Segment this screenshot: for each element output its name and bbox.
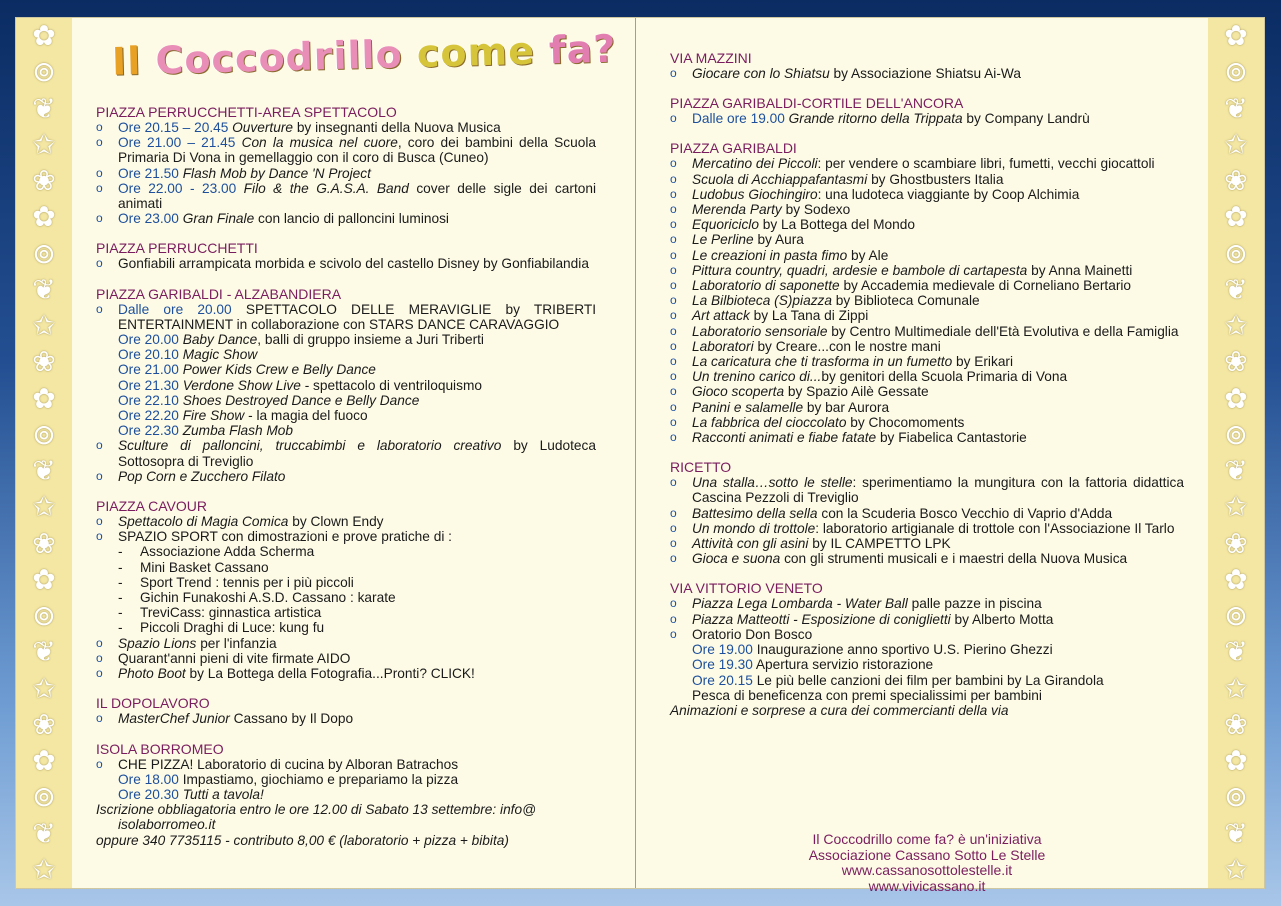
ornament-icon: ❦ <box>1224 817 1248 849</box>
ornament-icon: ✿ <box>32 563 56 595</box>
event-detail: con la Scuderia Bosco Vecchio di Vaprio d'Adda <box>817 505 1113 521</box>
event-detail: by La Bottega della Fotografia...Pronti? CLICK! <box>185 666 475 682</box>
time-label: Ore 19.00 <box>692 642 757 658</box>
time-label: Ore 21.00 <box>118 362 183 378</box>
ornament-icon: ✿ <box>32 745 56 777</box>
ornament-icon: ❦ <box>1224 455 1248 487</box>
time-label: Ore 20.10 <box>118 347 183 363</box>
event-title: Spazio Lions <box>118 635 197 651</box>
list-item: o Mercatino dei Piccoli: per vendere o scambiare libri, fumetti, vecchi giocattoli <box>670 156 1155 172</box>
ornament-icon: ❀ <box>1224 527 1248 559</box>
event-title: Filo & the G.A.S.A. Band <box>243 180 409 196</box>
time-label: Ore 23.00 <box>118 211 183 227</box>
list-item: o Ore 20.15 – 20.45 Ouverture by insegnanti della Nuova Musica <box>96 120 501 135</box>
list-item: o Dalle ore 20.00 SPETTACOLO DELLE MERAVIGLIE by TRIBERTI ENTERTAINMENT in collaborazione con STARS DANCE CARAVAGGIO <box>96 301 597 332</box>
ornament-icon: ✩ <box>32 491 56 523</box>
list-item: o La Bilbioteca (S)piazza by Biblioteca Comunale <box>670 293 980 309</box>
ornament-icon: ❀ <box>1224 708 1248 740</box>
list-item: o Ludobus Giochingiro: una ludoteca viaggiante by Coop Alchimia <box>670 186 1080 202</box>
ornament-icon: ✩ <box>32 128 56 160</box>
event-title: Laboratori <box>692 338 754 354</box>
event-title: Baby Dance <box>182 332 258 348</box>
event-detail: by Alberto Motta <box>950 611 1054 627</box>
section-heading: PIAZZA GARIBALDI <box>670 140 797 157</box>
note-line: Animazioni e sorprese a cura dei commercianti della via <box>670 702 1009 718</box>
event-detail: by Erikari <box>952 354 1014 370</box>
event-detail: by La Tana di Zippi <box>749 308 869 324</box>
sport-item: - TreviCass: ginnastica artistica <box>118 605 322 621</box>
flyer-sheet <box>16 18 1264 894</box>
event-title: Sculture di palloncini, truccabimbi e laboratorio creativo <box>118 438 502 454</box>
credits-block <box>670 832 1184 894</box>
list-item: o Le creazioni in pasta fimo by Ale <box>670 247 889 263</box>
ornament-icon: ❀ <box>1224 165 1248 197</box>
ornament-icon: ✩ <box>32 672 56 704</box>
event-title: Flash Mob by Dance 'N Project <box>182 165 371 181</box>
ornament-icon: ✿ <box>1224 563 1248 595</box>
credits-link[interactable]: www.vivicassano.it <box>868 877 986 894</box>
ornament-icon: ✩ <box>1224 128 1248 160</box>
event-title: La caricatura che ti trasforma in un fumetto <box>692 354 953 370</box>
list-item: o Piazza Lega Lombarda - Water Ball palle pazze in piscina <box>670 596 1042 612</box>
time-label: Ore 22.00 - 23.00 <box>118 180 244 196</box>
list-item: o Spazio Lions per l'infanzia <box>96 635 277 651</box>
ornament-icon: ✩ <box>32 310 56 342</box>
list-item: o Ore 22.00 - 23.00 Filo & the G.A.S.A. Band cover delle sigle dei cartoni animati <box>96 180 597 212</box>
ornament-icon: ✿ <box>32 382 56 414</box>
section-heading: VIA VITTORIO VENETO <box>670 580 823 597</box>
section-heading: PIAZZA CAVOUR <box>96 498 207 515</box>
ornament-icon: ⊚ <box>1224 781 1248 813</box>
list-item: o Oratorio Don Bosco <box>670 626 813 642</box>
left-column <box>96 104 596 848</box>
ornament-icon: ✩ <box>1224 310 1248 342</box>
event-title: Battesimo della sella <box>692 505 818 521</box>
sub-item <box>96 393 596 408</box>
list-item: o Laboratori by Creare...con le nostre mani <box>670 338 941 354</box>
event-title: Equoriciclo <box>692 217 759 233</box>
title-word: fa? <box>548 26 617 73</box>
sub-item <box>96 378 596 393</box>
event-detail: by Ghostbusters Italia <box>867 171 1004 187</box>
list-item: o Pop Corn e Zucchero Filato <box>96 468 286 484</box>
credits-line: Il Coccodrillo come fa? è un'iniziativa <box>812 831 1042 847</box>
decorative-border-left <box>16 18 72 888</box>
list-item: o Equoriciclo by La Bottega del Mondo <box>670 217 915 233</box>
ornament-icon: ✩ <box>32 853 56 885</box>
event-title: Fire Show <box>182 408 245 424</box>
time-label: Ore 21.50 <box>118 165 183 181</box>
sport-item: - Gichin Funakoshi A.S.D. Cassano : karate <box>118 590 396 606</box>
event-detail: by La Bottega del Mondo <box>758 217 915 233</box>
time-label: Ore 22.30 <box>118 423 183 439</box>
list-item: o La fabbrica del cioccolato by Chocomoments <box>670 414 965 430</box>
section-ricetto <box>670 459 1184 566</box>
event-detail: : laboratorio artigianale di trottole con l'Associazione Il Tarlo <box>815 520 1175 536</box>
time-label: Ore 22.20 <box>118 408 183 424</box>
event-title: Photo Boot <box>118 666 186 682</box>
event-detail: by Spazio Ailè Gessate <box>784 384 929 400</box>
section-via-vittorio-veneto <box>670 580 1184 718</box>
list-item: o MasterChef Junior Cassano by Il Dopo <box>96 711 354 727</box>
event-detail: Inaugurazione anno sportivo U.S. Pierino Ghezzi <box>756 642 1053 658</box>
ornament-icon: ⊚ <box>32 600 56 632</box>
section-heading: PIAZZA PERRUCCHETTI <box>96 240 258 257</box>
section-heading: RICETTO <box>670 459 732 476</box>
sub-item <box>670 673 1184 688</box>
event-title: Le creazioni in pasta fimo <box>692 247 848 263</box>
sport-label: Associazione Adda Scherma <box>140 544 315 560</box>
list-item: o Spettacolo di Magia Comica by Clown Endy <box>96 514 384 530</box>
list-item: o SPAZIO SPORT con dimostrazioni e prove pratiche di : <box>96 529 452 545</box>
event-detail: by Fiabelica Cantastorie <box>876 430 1027 446</box>
list-item: o Gioco scoperta by Spazio Ailè Gessate <box>670 384 929 400</box>
ornament-icon: ❀ <box>32 165 56 197</box>
sport-label: TreviCass: ginnastica artistica <box>140 605 322 621</box>
ornament-icon: ⊚ <box>1224 600 1248 632</box>
ornament-icon: ✩ <box>1224 853 1248 885</box>
ornament-icon: ⊚ <box>1224 237 1248 269</box>
ornament-icon: ✩ <box>1224 491 1248 523</box>
event-title: Attività con gli asini <box>692 536 809 552</box>
plain-line: Pesca di beneficenza con premi specialissimi per bambini <box>692 687 1042 703</box>
section-heading: PIAZZA PERRUCCHETTI-AREA SPETTACOLO <box>96 104 397 120</box>
event-title: Pittura country, quadri, ardesie e bambole di cartapesta <box>692 262 1028 278</box>
title-word: Coccodrillo <box>154 32 404 83</box>
sport-item: - Mini Basket Cassano <box>118 559 269 575</box>
event-title: Zumba Flash Mob <box>182 423 293 439</box>
ornament-icon: ❦ <box>32 455 56 487</box>
section-piazza-perrucchetti-spettacolo <box>96 104 596 226</box>
section-isola-borromeo <box>96 741 596 848</box>
ornament-icon: ⊚ <box>1224 56 1248 88</box>
list-item: o Scuola di Acchiappafantasmi by Ghostbusters Italia <box>670 171 1004 187</box>
time-label: Ore 18.00 <box>118 771 183 787</box>
ornament-icon: ❦ <box>1224 636 1248 668</box>
ornament-icon: ⊚ <box>32 781 56 813</box>
sub-item <box>96 772 596 787</box>
event-detail: by Anna Mainetti <box>1027 262 1133 278</box>
sub-item <box>96 332 596 347</box>
event-title: Panini e salamelle <box>692 399 804 415</box>
section-il-dopolavoro <box>96 695 596 726</box>
section-heading: PIAZZA GARIBALDI - ALZABANDIERA <box>96 285 342 302</box>
time-label: Ore 22.10 <box>118 392 183 408</box>
event-detail: con gli strumenti musicali e i maestri della Nuova Musica <box>780 551 1128 567</box>
list-item: o Art attack by La Tana di Zippi <box>670 308 869 324</box>
list-item: o Ore 21.50 Flash Mob by Dance 'N Project <box>96 165 371 181</box>
section-piazza-garibaldi <box>670 140 1184 445</box>
ornament-icon: ❦ <box>32 92 56 124</box>
registration-note: Iscrizione obbliagatoria entro le ore 12.00 di Sabato 13 settembre: info@ <box>96 802 536 818</box>
event-title: La Bilbioteca (S)piazza <box>692 293 832 309</box>
sub-item <box>96 347 596 362</box>
section-heading: VIA MAZZINI <box>670 50 752 66</box>
sub-item <box>670 657 1184 672</box>
title-word: come <box>416 28 536 76</box>
sub-item <box>96 423 596 438</box>
event-detail: : per vendere o scambiare libri, fumetti, vecchi giocattoli <box>817 156 1155 172</box>
list-item: o Sculture di palloncini, truccabimbi e laboratorio creativo by Ludoteca Sottosopra di Treviglio <box>96 438 597 469</box>
ornament-icon: ✿ <box>1224 201 1248 233</box>
list-item: o Battesimo della sella con la Scuderia Bosco Vecchio di Vaprio d'Adda <box>670 505 1113 521</box>
event-title: Shoes Destroyed Dance e Belly Dance <box>182 392 420 408</box>
event-detail: Quarant'anni pieni di vite firmate AIDO <box>118 650 351 666</box>
title-word: Il <box>111 39 142 84</box>
list-item: o Gioca e suona con gli strumenti musicali e i maestri della Nuova Musica <box>670 551 1128 567</box>
ornament-icon: ✿ <box>1224 20 1248 52</box>
event-detail: by insegnanti della Nuova Musica <box>293 120 501 135</box>
registration-email: isolaborromeo.it <box>118 817 216 833</box>
list-item: o Pittura country, quadri, ardesie e bambole di cartapesta by Anna Mainetti <box>670 262 1133 278</box>
list-item: o Un trenino carico di...by genitori della Scuola Primaria di Vona <box>670 369 1068 385</box>
list-item: o Le Perline by Aura <box>670 232 804 248</box>
list-item: o Attività con gli asini by IL CAMPETTO LPK <box>670 536 951 552</box>
event-title: Magic Show <box>182 347 258 363</box>
event-title: Un mondo di trottole <box>692 520 816 536</box>
event-detail: Apertura servizio ristorazione <box>755 657 934 673</box>
event-title: Una stalla…sotto le stelle <box>692 475 853 491</box>
event-title: Gioca e suona <box>692 551 781 567</box>
sub-item <box>96 408 596 423</box>
event-detail: , coro dei bambini della Scuola Primaria Di Vona in gemellaggio con il coro di Busca (Cuneo) <box>118 135 596 166</box>
event-detail: by Chocomoments <box>846 414 965 430</box>
event-detail: by genitori della Scuola Primaria di Vona <box>821 369 1068 385</box>
event-detail: cover delle sigle dei cartoni animati <box>118 180 597 212</box>
event-detail: by Ludoteca Sottosopra di Treviglio <box>118 438 597 469</box>
event-title: Gran Finale <box>182 211 255 227</box>
event-detail: , balli di gruppo insieme a Juri Triberti <box>257 332 484 348</box>
time-label: Ore 20.00 <box>118 332 183 348</box>
event-title: Tutti a tavola! <box>182 786 264 802</box>
event-title: Art attack <box>692 308 750 324</box>
event-title: Ludobus Giochingiro <box>692 186 818 202</box>
event-detail: palle pazze in piscina <box>907 596 1042 612</box>
flyer-title <box>111 25 632 85</box>
sport-label: Gichin Funakoshi A.S.D. Cassano : karate <box>140 590 396 606</box>
event-title: Ouverture <box>232 120 294 135</box>
section-via-mazzini <box>670 50 1184 81</box>
time-label: Ore 20.30 <box>118 786 183 802</box>
event-detail: : sperimentiamo la mungitura con la fattoria didattica Cascina Pezzoli di Treviglio <box>692 475 1184 506</box>
ornament-icon: ⊚ <box>1224 418 1248 450</box>
sport-item: - Associazione Adda Scherma <box>118 544 315 560</box>
event-detail: Le più belle canzioni dei film per bambini by La Girandola <box>756 672 1104 688</box>
sport-item: - Sport Trend : tennis per i più piccoli <box>118 574 354 590</box>
ornament-icon: ❀ <box>32 708 56 740</box>
event-title: Racconti animati e fiabe fatate <box>692 430 877 446</box>
time-label: Ore 19.30 <box>692 657 756 673</box>
event-detail: by Centro Multimediale dell'Età Evolutiva e della Famiglia <box>827 323 1179 339</box>
list-item: o Quarant'anni pieni di vite firmate AIDO <box>96 650 351 666</box>
event-detail: - spettacolo di ventriloquismo <box>300 377 482 393</box>
event-title: Piazza Matteotti - Esposizione di coniglietti <box>692 611 951 627</box>
section-heading: IL DOPOLAVORO <box>96 695 210 712</box>
sport-label: Piccoli Draghi di Luce: kung fu <box>140 620 325 636</box>
event-title: Un trenino carico di... <box>692 369 822 385</box>
ornament-icon: ❀ <box>1224 346 1248 378</box>
event-title: Laboratorio sensoriale <box>692 323 828 339</box>
event-detail: by Sodexo <box>781 202 851 218</box>
event-title: Con la musica nel cuore <box>241 135 398 151</box>
event-detail: con lancio di palloncini luminosi <box>254 211 449 227</box>
event-title: Merenda Party <box>692 202 782 218</box>
event-detail: by Accademia medievale di Corneliano Bertario <box>839 278 1132 294</box>
list-item: o Photo Boot by La Bottega della Fotografia...Pronti? CLICK! <box>96 666 475 682</box>
ornament-icon: ❀ <box>32 527 56 559</box>
event-detail: by Ale <box>847 247 889 263</box>
list-item: o Panini e salamelle by bar Aurora <box>670 399 890 415</box>
event-title: Scuola di Acchiappafantasmi <box>692 171 868 187</box>
section-piazza-perrucchetti <box>96 240 596 271</box>
ornament-icon: ❦ <box>1224 273 1248 305</box>
sub-item <box>96 787 596 802</box>
sub-item <box>96 362 596 377</box>
ornament-icon: ✿ <box>1224 382 1248 414</box>
list-item: o Laboratorio sensoriale by Centro Multimediale dell'Età Evolutiva e della Famiglia <box>670 323 1179 339</box>
section-piazza-cavour <box>96 498 596 681</box>
event-title: Le Perline <box>692 232 754 248</box>
sport-item: - Piccoli Draghi di Luce: kung fu <box>118 620 325 636</box>
list-item: o Racconti animati e fiabe fatate by Fiabelica Cantastorie <box>670 430 1027 446</box>
list-item: o La caricatura che ti trasforma in un fumetto by Erikari <box>670 354 1014 370</box>
sport-label: Sport Trend : tennis per i più piccoli <box>140 574 354 590</box>
right-column <box>670 50 1184 894</box>
event-detail: : una ludoteca viaggiante by Coop Alchimia <box>817 186 1080 202</box>
credits-link[interactable]: www.cassanosottolestelle.it <box>841 862 1013 878</box>
event-title: Mercatino dei Piccoli <box>692 156 818 172</box>
ornament-icon: ✩ <box>1224 672 1248 704</box>
ornament-icon: ❦ <box>32 817 56 849</box>
list-item: o Piazza Matteotti - Esposizione di coniglietti by Alberto Motta <box>670 611 1054 627</box>
event-title: Verdone Show Live <box>182 377 301 393</box>
section-cortile-ancora <box>670 95 1184 126</box>
event-detail: by Biblioteca Comunale <box>832 293 980 309</box>
list-item: o Giocare con lo Shiatsu by Associazione Shiatsu Ai-Wa <box>670 66 1021 81</box>
event-detail: - la magia del fuoco <box>244 408 368 424</box>
list-item: o Un mondo di trottole: laboratorio artigianale di trottole con l'Associazione Il Tarlo <box>670 520 1175 536</box>
sport-label: Mini Basket Cassano <box>140 559 269 575</box>
time-label: Ore 20.15 – 20.45 <box>118 120 233 135</box>
event-detail: Impastiamo, giochiamo e prepariamo la pizza <box>182 771 459 787</box>
list-item: o CHE PIZZA! Laboratorio di cucina by Alboran Batrachos <box>96 756 459 772</box>
list-item: o Una stalla…sotto le stelle: sperimentiamo la mungitura con la fattoria didattica Cascina Pezzoli di Treviglio <box>670 475 1184 506</box>
list-item: o Merenda Party by Sodexo <box>670 202 851 218</box>
ornament-icon: ⊚ <box>32 418 56 450</box>
event-title: Piazza Lega Lombarda - Water Ball <box>692 596 908 612</box>
time-label: Ore 21.00 – 21.45 <box>118 135 242 151</box>
ornament-icon: ❀ <box>32 346 56 378</box>
sub-item <box>670 642 1184 657</box>
list-item: o Ore 21.00 – 21.45 Con la musica nel cuore, coro dei bambini della Scuola Primaria Di Vona in gemellaggio con il coro di Busca (Cuneo) <box>96 135 596 166</box>
event-title: Pop Corn e Zucchero Filato <box>118 468 286 484</box>
event-title: Power Kids Crew e Belly Dance <box>182 362 376 378</box>
list-item: o Laboratorio di saponette by Accademia medievale di Corneliano Bertario <box>670 278 1132 294</box>
ornament-icon: ✿ <box>32 201 56 233</box>
list-item: o Ore 23.00 Gran Finale con lancio di palloncini luminosi <box>96 211 449 227</box>
event-title: Laboratorio di saponette <box>692 278 840 294</box>
credits-line: Associazione Cassano Sotto Le Stelle <box>808 846 1046 863</box>
ornament-icon: ❦ <box>1224 92 1248 124</box>
ornament-icon: ❦ <box>32 273 56 305</box>
time-label: Ore 21.30 <box>118 377 183 393</box>
event-detail: per l'infanzia <box>196 635 277 651</box>
ornament-icon: ⊚ <box>32 237 56 269</box>
ornament-icon: ✿ <box>32 20 56 52</box>
section-heading: PIAZZA GARIBALDI-CORTILE DELL'ANCORA <box>670 95 964 112</box>
registration-phone: oppure 340 7735115 - contributo 8,00 € (laboratorio + pizza + bibita) <box>96 832 509 848</box>
event-detail: by Aura <box>753 232 804 248</box>
event-detail: Oratorio Don Bosco <box>692 626 813 642</box>
ornament-icon: ✿ <box>1224 745 1248 777</box>
section-heading: ISOLA BORROMEO <box>96 740 224 757</box>
ornament-icon: ⊚ <box>32 56 56 88</box>
ornament-icon: ❦ <box>32 636 56 668</box>
page-fold <box>635 18 636 888</box>
list-item: o Dalle ore 19.00 Grande ritorno della Trippata by Company Landrù <box>670 111 1090 127</box>
event-detail: by IL CAMPETTO LPK <box>808 536 951 552</box>
event-detail: by Creare...con le nostre mani <box>753 338 941 354</box>
event-detail: by bar Aurora <box>803 399 890 415</box>
event-title: Gioco scoperta <box>692 384 785 400</box>
section-piazza-garibaldi-alzabandiera <box>96 286 596 484</box>
list-item: o Gonfiabili arrampicata morbida e scivolo del castello Disney by Gonfiabilandia <box>96 256 589 272</box>
decorative-border-right <box>1208 18 1264 888</box>
time-label: Ore 20.15 <box>692 672 757 688</box>
event-title: La fabbrica del cioccolato <box>692 414 847 430</box>
